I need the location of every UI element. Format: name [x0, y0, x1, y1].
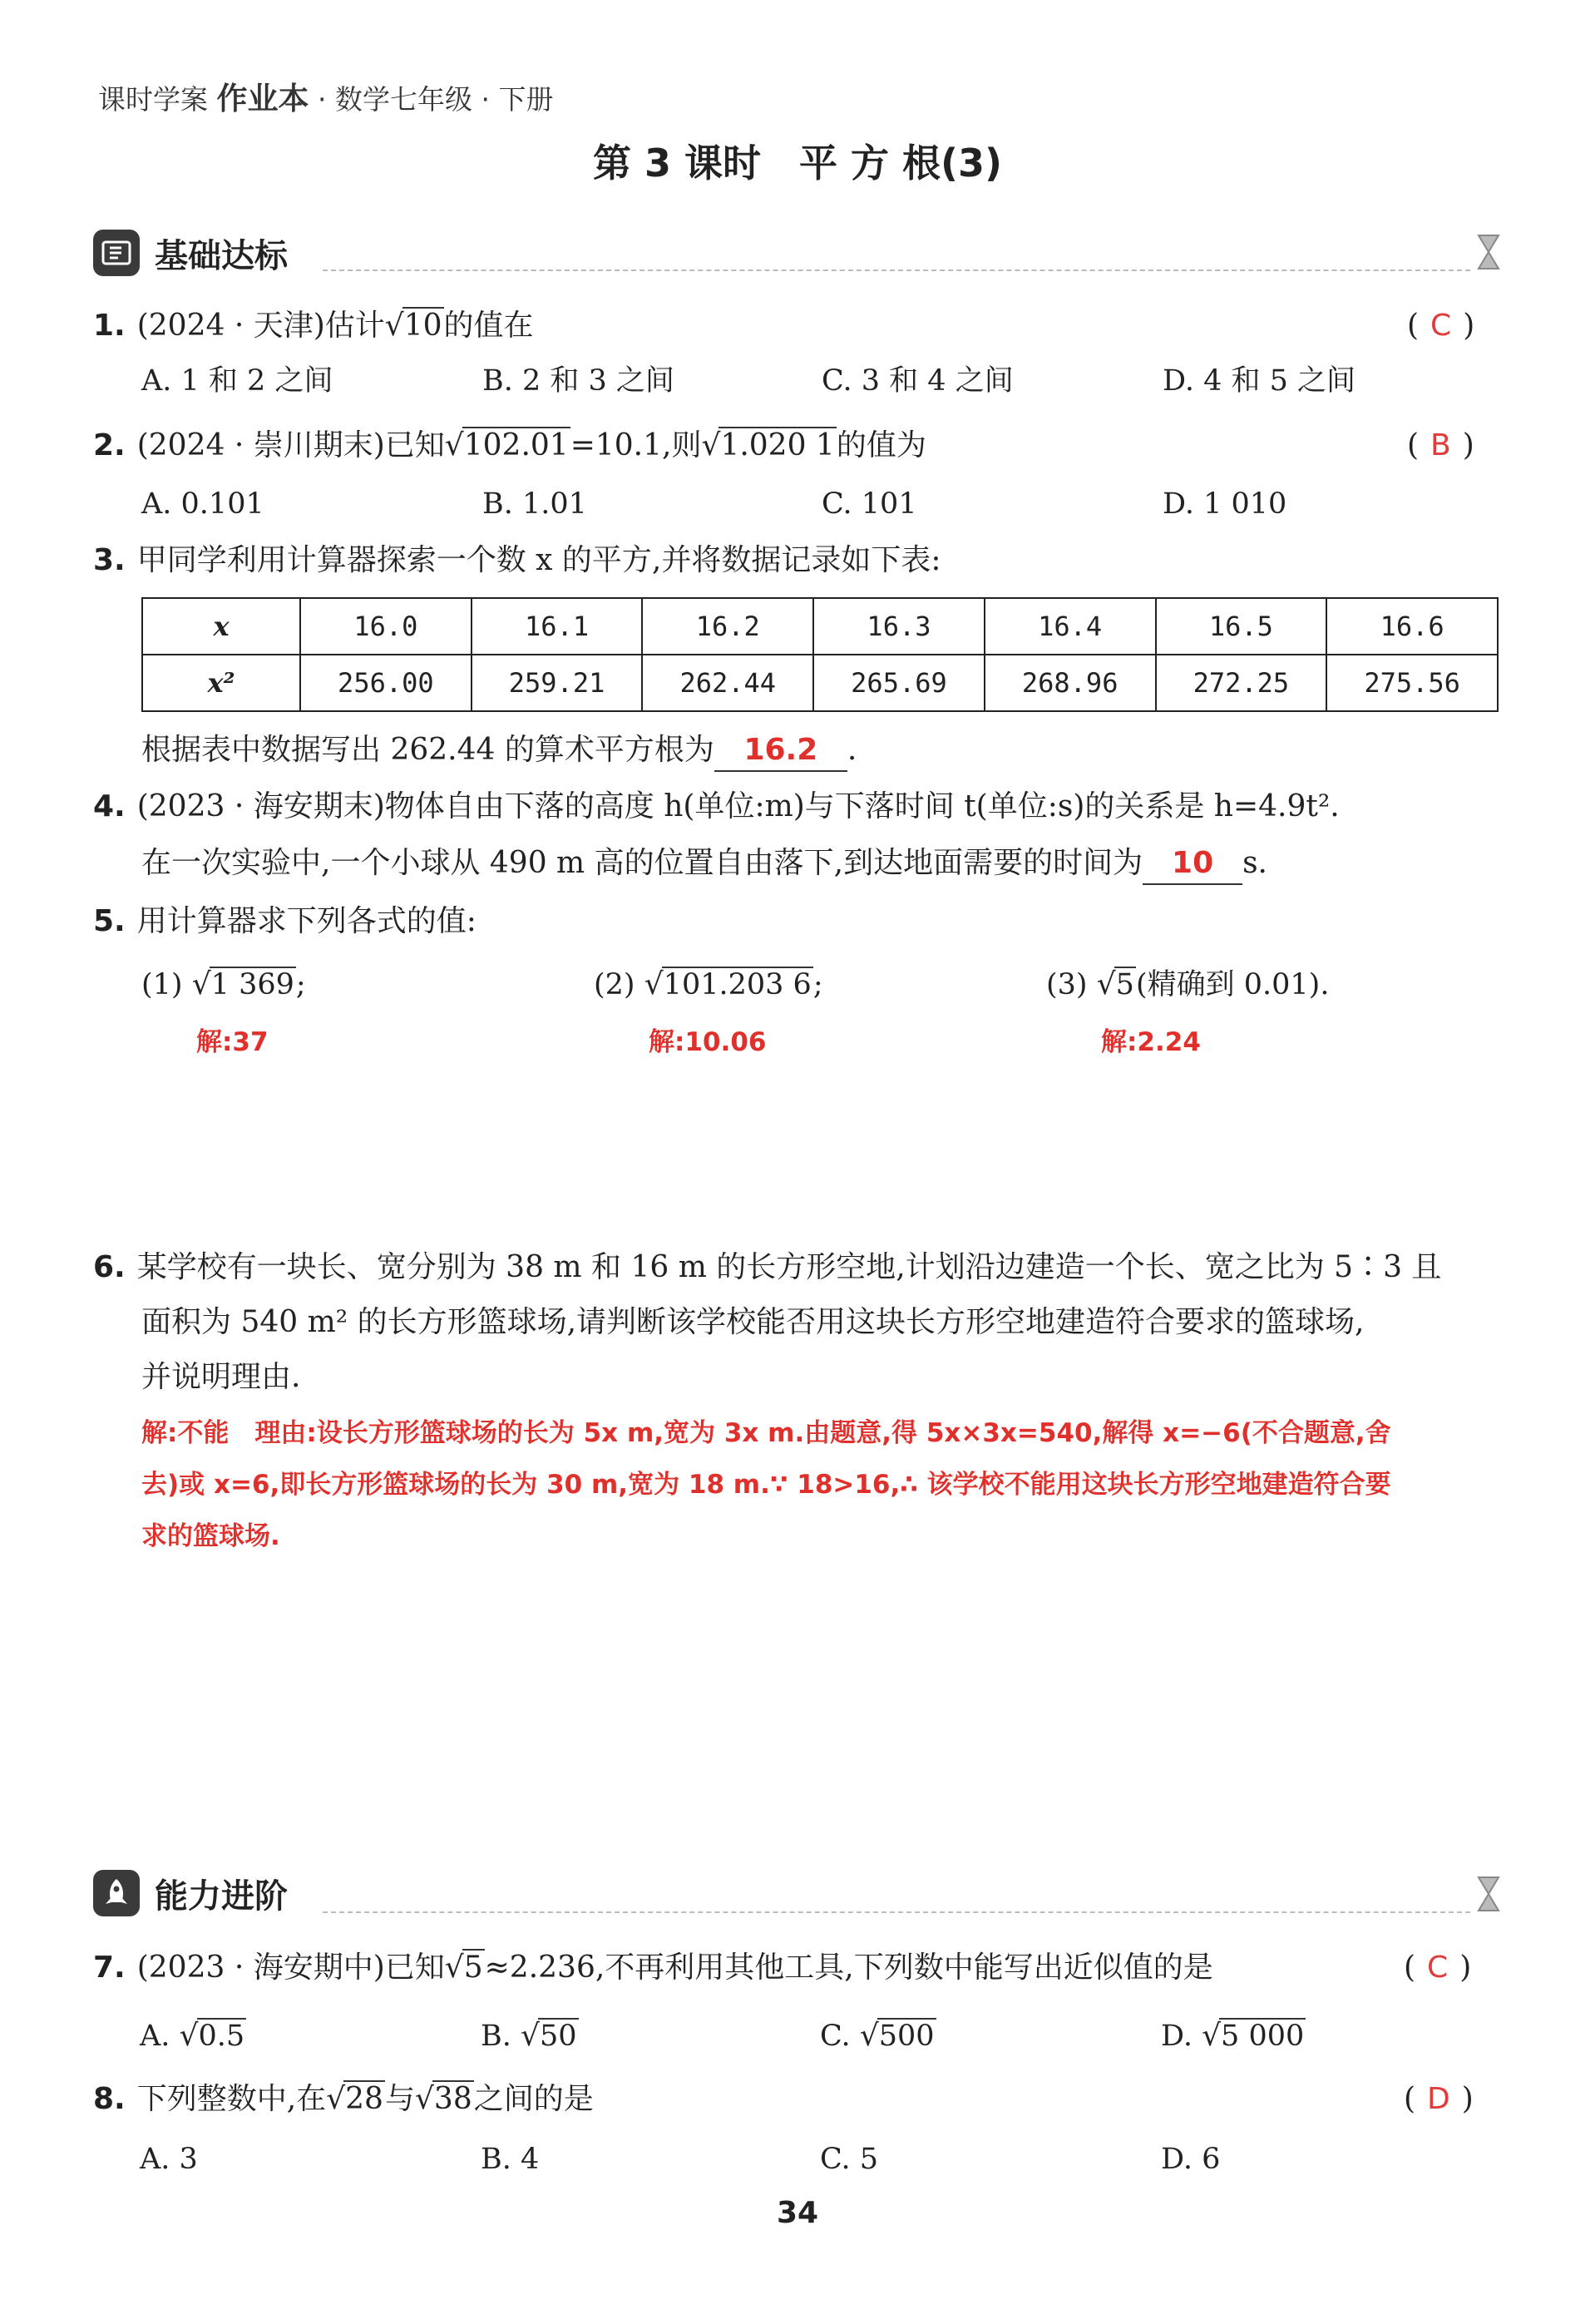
fill-blank: 16.2	[714, 730, 847, 772]
page-number: 34	[776, 2196, 819, 2230]
solution-1: 解:37	[196, 1027, 269, 1057]
option-c: C. 5	[820, 2143, 879, 2176]
answer-bracket: ( B )	[1407, 428, 1474, 462]
option-b: B. 2 和 3 之间	[482, 364, 674, 398]
table-cell: 259.21	[472, 655, 643, 711]
section-title: 能力进阶	[155, 1877, 288, 1916]
data-table	[141, 597, 1499, 712]
question-3: 3. 甲同学利用计算器探索一个数 x 的平方,并将数据记录如下表:	[93, 543, 941, 577]
fill-blank: 10	[1143, 843, 1242, 885]
table-cell: 16.1	[472, 598, 643, 655]
divider	[323, 269, 1470, 271]
answer-bracket: ( C )	[1404, 1951, 1472, 1985]
question-2: 2. (2024 · 崇川期末)已知√102.01=10.1,则√1.020 1的值为	[93, 428, 926, 462]
sub-question-1: (1) √1 369;	[141, 967, 306, 1001]
question-4-line2: 在一次实验中,一个小球从 490 m 高的位置自由落下,到达地面需要的时间为 10 s.	[141, 843, 1267, 885]
question-6: 6. 某学校有一块长、宽分别为 38 m 和 16 m 的长方形空地,计划沿边建造一个长、宽之比为 5∶3 且	[93, 1250, 1442, 1284]
option-b: B. √50	[481, 2019, 577, 2053]
sub-question-2: (2) √101.203 6;	[594, 967, 823, 1001]
table-cell: 275.56	[1326, 655, 1498, 711]
row-label: x²	[142, 655, 300, 711]
table-cell: 16.3	[813, 598, 985, 655]
solution-line-2: 去)或 x=6,即长方形篮球场的长为 30 m,宽为 18 m.∵ 18>16,∴ 该学校不能用这块长方形空地建造符合要	[141, 1470, 1391, 1500]
question-3-followup: 根据表中数据写出 262.44 的算术平方根为 16.2 .	[141, 730, 857, 772]
section-title: 基础达标	[155, 236, 288, 275]
question-1: 1. (2024 · 天津)估计√10的值在	[93, 309, 534, 343]
sub-question-3: (3) √5(精确到 0.01).	[1046, 967, 1330, 1001]
question-4: 4. (2023 · 海安期末)物体自由下落的高度 h(单位:m)与下落时间 t(单位:s)的关系是 h=4.9t².	[93, 789, 1340, 823]
option-d: D. √5 000	[1161, 2019, 1305, 2053]
table-row	[142, 598, 1498, 655]
section-basic	[93, 226, 288, 279]
table-cell: 262.44	[642, 655, 813, 711]
table-cell: 16.6	[1326, 598, 1498, 655]
row-label: x	[142, 598, 300, 655]
option-b: B. 1.01	[482, 487, 587, 521]
table-cell: 268.96	[985, 655, 1156, 711]
answer-bracket: ( C )	[1407, 309, 1475, 343]
option-a: A. 3	[140, 2143, 198, 2176]
option-c: C. 3 和 4 之间	[822, 364, 1014, 398]
solution-2: 解:10.06	[649, 1027, 767, 1057]
option-a: A. √0.5	[140, 2019, 245, 2053]
table-cell: 16.2	[642, 598, 813, 655]
table-cell: 272.25	[1156, 655, 1327, 711]
option-c: C. 101	[822, 487, 917, 521]
solution-line-1: 解:不能 理由:设长方形篮球场的长为 5x m,宽为 3x m.由题意,得 5x×3x=540,解得 x=−6(不合题意,舍	[141, 1418, 1391, 1448]
question-6-line3: 并说明理由.	[141, 1360, 301, 1394]
option-c: C. √500	[820, 2019, 935, 2053]
question-5: 5. 用计算器求下列各式的值:	[93, 904, 477, 938]
table-row	[142, 655, 1498, 711]
question-7: 7. (2023 · 海安期中)已知√5≈2.236,不再利用其他工具,下列数中能写出近似值的是	[93, 1951, 1213, 1985]
question-6-line2: 面积为 540 m² 的长方形篮球场,请判断该学校能否用这块长方形空地建造符合要求的篮球场,	[141, 1305, 1365, 1339]
rocket-icon	[93, 1870, 140, 1916]
option-a: A. 1 和 2 之间	[141, 364, 333, 398]
solution-line-3: 求的篮球场.	[141, 1521, 280, 1551]
book-icon	[93, 230, 140, 276]
option-d: D. 1 010	[1163, 487, 1287, 521]
option-d: D. 6	[1161, 2143, 1221, 2176]
hourglass-icon	[1476, 1875, 1501, 1913]
section-advanced	[93, 1867, 288, 1920]
table-cell: 16.0	[300, 598, 472, 655]
table-cell: 256.00	[300, 655, 472, 711]
hourglass-icon	[1476, 233, 1501, 271]
answer-bracket: ( D )	[1404, 2082, 1474, 2116]
table-cell: 16.5	[1156, 598, 1327, 655]
book-header: 课时学案 作业本 · 数学七年级 · 下册	[98, 81, 554, 116]
table-cell: 16.4	[985, 598, 1156, 655]
solution-3: 解:2.24	[1101, 1027, 1201, 1057]
option-d: D. 4 和 5 之间	[1163, 364, 1356, 398]
table-cell: 265.69	[813, 655, 985, 711]
divider	[323, 1911, 1470, 1913]
question-8: 8. 下列整数中,在√28与√38之间的是	[93, 2082, 594, 2116]
option-a: A. 0.101	[141, 487, 264, 521]
page-title: 第 3 课时 平 方 根(3)	[592, 141, 1003, 185]
option-b: B. 4	[481, 2143, 540, 2176]
